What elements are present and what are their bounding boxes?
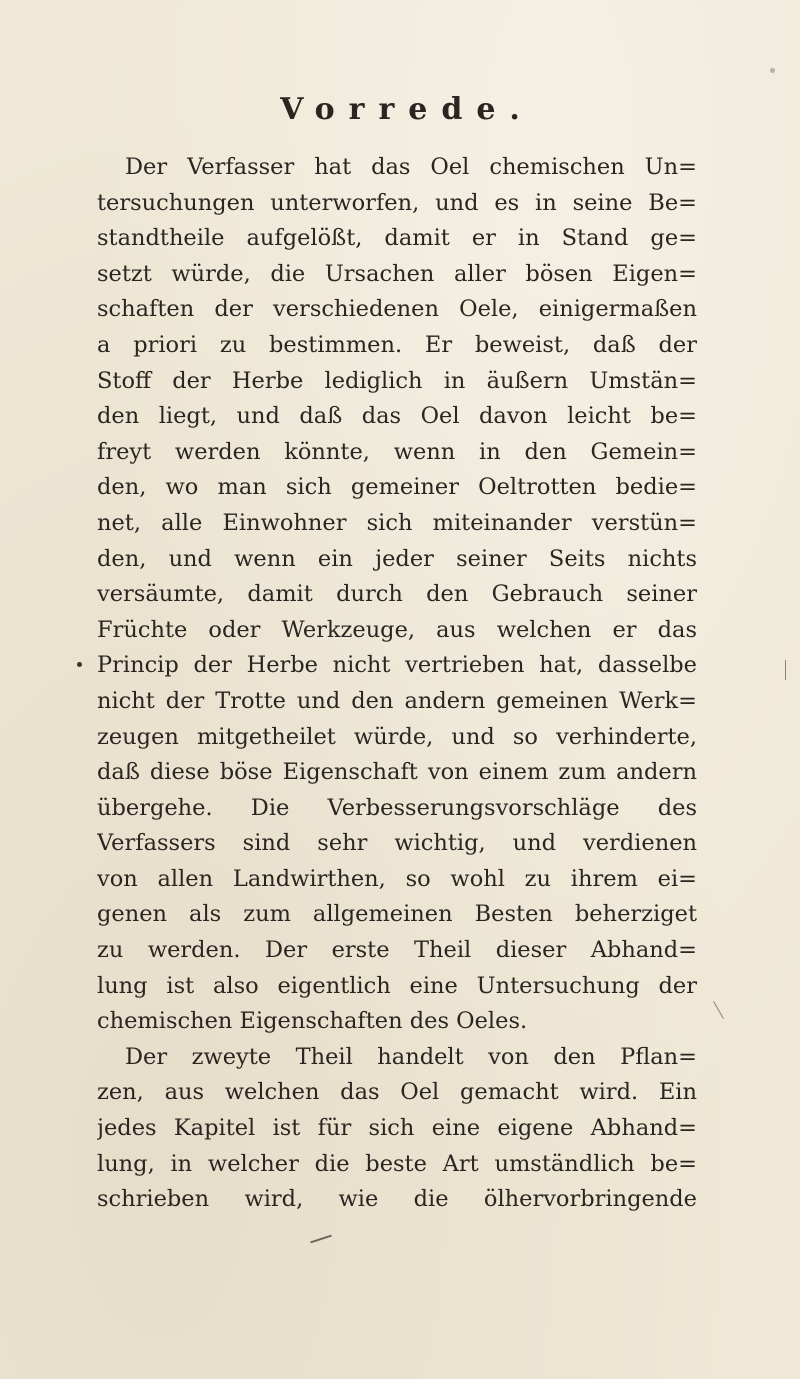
text-line: zen, aus welchen das Oel gemacht wird. Ein — [97, 1079, 697, 1106]
text-line: Stoff der Herbe lediglich in äußern Umstän= — [97, 367, 697, 394]
text-line: lung, in welcher die beste Art umständlich be= — [97, 1150, 697, 1177]
text-line: freyt werden könnte, wenn in den Gemein= — [97, 438, 697, 465]
text-line: Princip der Herbe nicht vertrieben hat, dasselbe — [97, 652, 697, 679]
text-line: übergehe. Die Verbesserungsvorschläge des — [97, 794, 697, 821]
paper-mark-2 — [713, 1001, 724, 1019]
text-line: Der zweyte Theil handelt von den Pflan= — [125, 1043, 697, 1070]
text-line: setzt würde, die Ursachen aller bösen Eigen= — [97, 260, 697, 287]
text-line: Früchte oder Werkzeuge, aus welchen er das — [97, 616, 697, 643]
text-line: den liegt, und daß das Oel davon leicht be= — [97, 403, 697, 430]
page-heading: Vorrede. — [280, 92, 534, 127]
text-line: net, alle Einwohner sich miteinander verstün= — [97, 509, 697, 536]
text-line: zeugen mitgetheilet würde, und so verhinderte, — [97, 723, 697, 750]
text-line: den, und wenn ein jeder seiner Seits nichts — [97, 545, 697, 572]
text-line: jedes Kapitel ist für sich eine eigene Abhand= — [97, 1115, 697, 1142]
paper-speck — [770, 68, 775, 73]
text-line: nicht der Trotte und den andern gemeinen Werk= — [97, 687, 697, 714]
text-line: tersuchungen unterworfen, und es in seine Be= — [97, 189, 697, 216]
text-line: schrieben wird, wie die ölhervorbringende — [97, 1186, 697, 1213]
text-line: lung ist also eigentlich eine Untersuchung der — [97, 972, 697, 999]
text-line: den, wo man sich gemeiner Oeltrotten bedie= — [97, 474, 697, 501]
paper-mark — [785, 660, 786, 680]
text-line: versäumte, damit durch den Gebrauch seiner — [97, 581, 697, 608]
text-line: Der Verfasser hat das Oel chemischen Un= — [125, 154, 697, 180]
text-line: chemischen Eigenschaften des Oeles. — [97, 1008, 528, 1035]
text-line: von allen Landwirthen, so wohl zu ihrem ei= — [97, 865, 697, 892]
text-line: Verfassers sind sehr wichtig, und verdienen — [97, 830, 697, 857]
text-line: a priori zu bestimmen. Er beweist, daß der — [97, 331, 697, 358]
body-text — [97, 150, 697, 1218]
text-line: schaften der verschiedenen Oele, einigermaßen — [97, 296, 697, 323]
text-line: zu werden. Der erste Theil dieser Abhand= — [97, 937, 697, 964]
text-line: standtheile aufgelößt, damit er in Stand ge= — [97, 225, 697, 252]
text-line: genen als zum allgemeinen Besten beherziget — [97, 901, 697, 928]
ink-stroke — [310, 1235, 332, 1244]
text-line: daß diese böse Eigenschaft von einem zum andern — [97, 759, 697, 786]
margin-dot — [77, 662, 82, 667]
